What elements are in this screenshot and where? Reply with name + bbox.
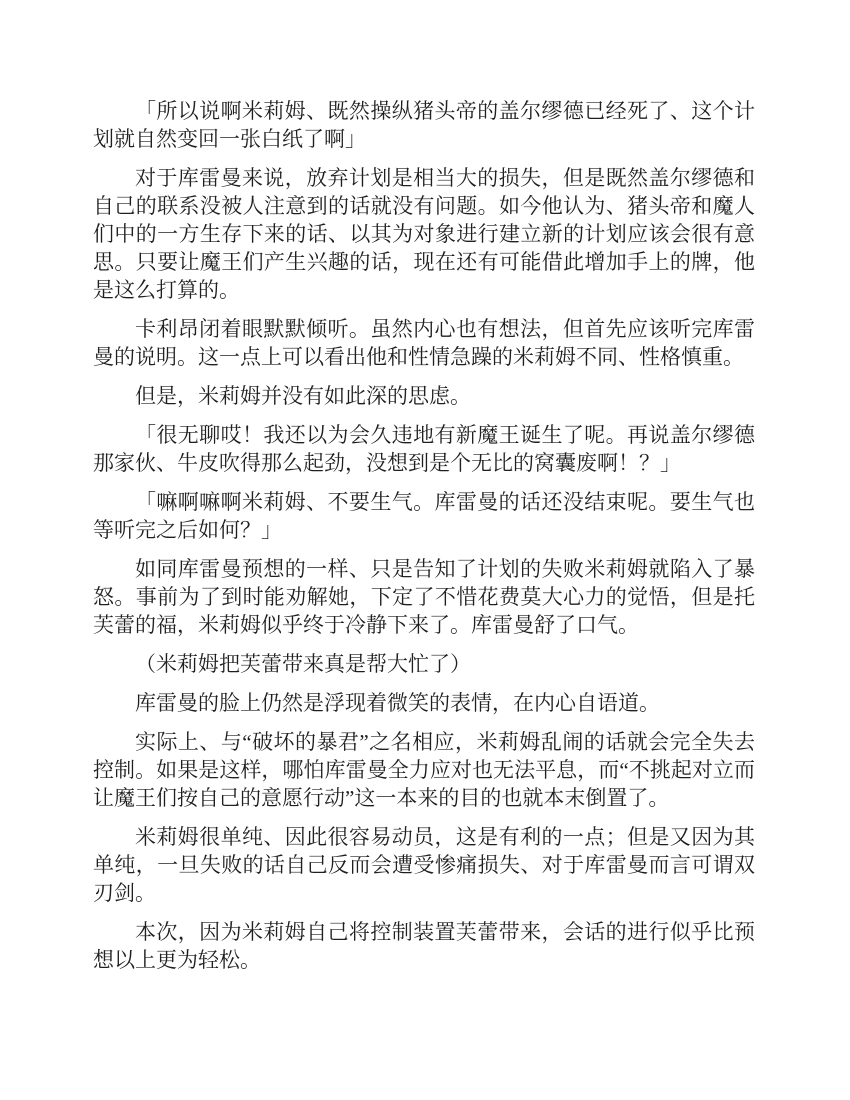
paragraph: 但是，米莉姆并没有如此深的思虑。 — [135, 384, 471, 408]
paragraph: 卡利昂闭着眼默默倾听。虽然内心也有想法，但首先应该听完库雷曼的说明。这一点上可以看出他和性情急躁的米莉姆不同、性格慎重。 — [93, 317, 755, 369]
paragraph: 对于库雷曼来说，放弃计划是相当大的损失，但是既然盖尔缪德和自己的联系没被人注意到的话就没有问题。如今他认为、猪头帝和魔人们中的一方生存下来的话、以其为对象进行建立新的计划应该会很有意思。只要让魔王们产生兴趣的话，现在还有可能借此增加手上的牌，他是这么打算的。 — [93, 166, 755, 302]
paragraph: 本次，因为米莉姆自己将控制装置芙蕾带来，会话的进行似乎比预想以上更为轻松。 — [93, 920, 755, 972]
paragraph: 如同库雷曼预想的一样、只是告知了计划的失败米莉姆就陷入了暴怒。事前为了到时能劝解她，下定了不惜花费莫大心力的觉悟，但是托芙蕾的福，米莉姆似乎终于冷静下来了。库雷曼舒了口气。 — [93, 557, 755, 637]
paragraph: 库雷曼的脸上仍然是浮现着微笑的表情，在内心自语道。 — [135, 691, 660, 715]
paragraph: 「所以说啊米莉姆、既然操纵猪头帝的盖尔缪德已经死了、这个计划就自然变回一张白纸了啊」 — [93, 99, 755, 151]
paragraph: 米莉姆很单纯、因此很容易动员，这是有利的一点；但是又因为其单纯，一旦失败的话自己反而会遭受惨痛损失、对于库雷曼而言可谓双刃剑。 — [93, 825, 755, 905]
paragraph: （米莉姆把芙蕾带来真是帮大忙了） — [135, 652, 471, 676]
paragraph: 「嘛啊嘛啊米莉姆、不要生气。库雷曼的话还没结束呢。要生气也等听完之后如何？」 — [93, 490, 755, 542]
paragraph: 实际上、与“破坏的暴君”之名相应，米莉姆乱闹的话就会完全失去控制。如果是这样，哪怕库雷曼全力应对也无法平息，而“不挑起对立而让魔王们按自己的意愿行动”这一本来的目的也就本末倒置了。 — [93, 730, 755, 810]
paragraph: 「很无聊哎！我还以为会久违地有新魔王诞生了呢。再说盖尔缪德那家伙、牛皮吹得那么起劲，没想到是个无比的窝囊废啊！？」 — [93, 423, 755, 475]
